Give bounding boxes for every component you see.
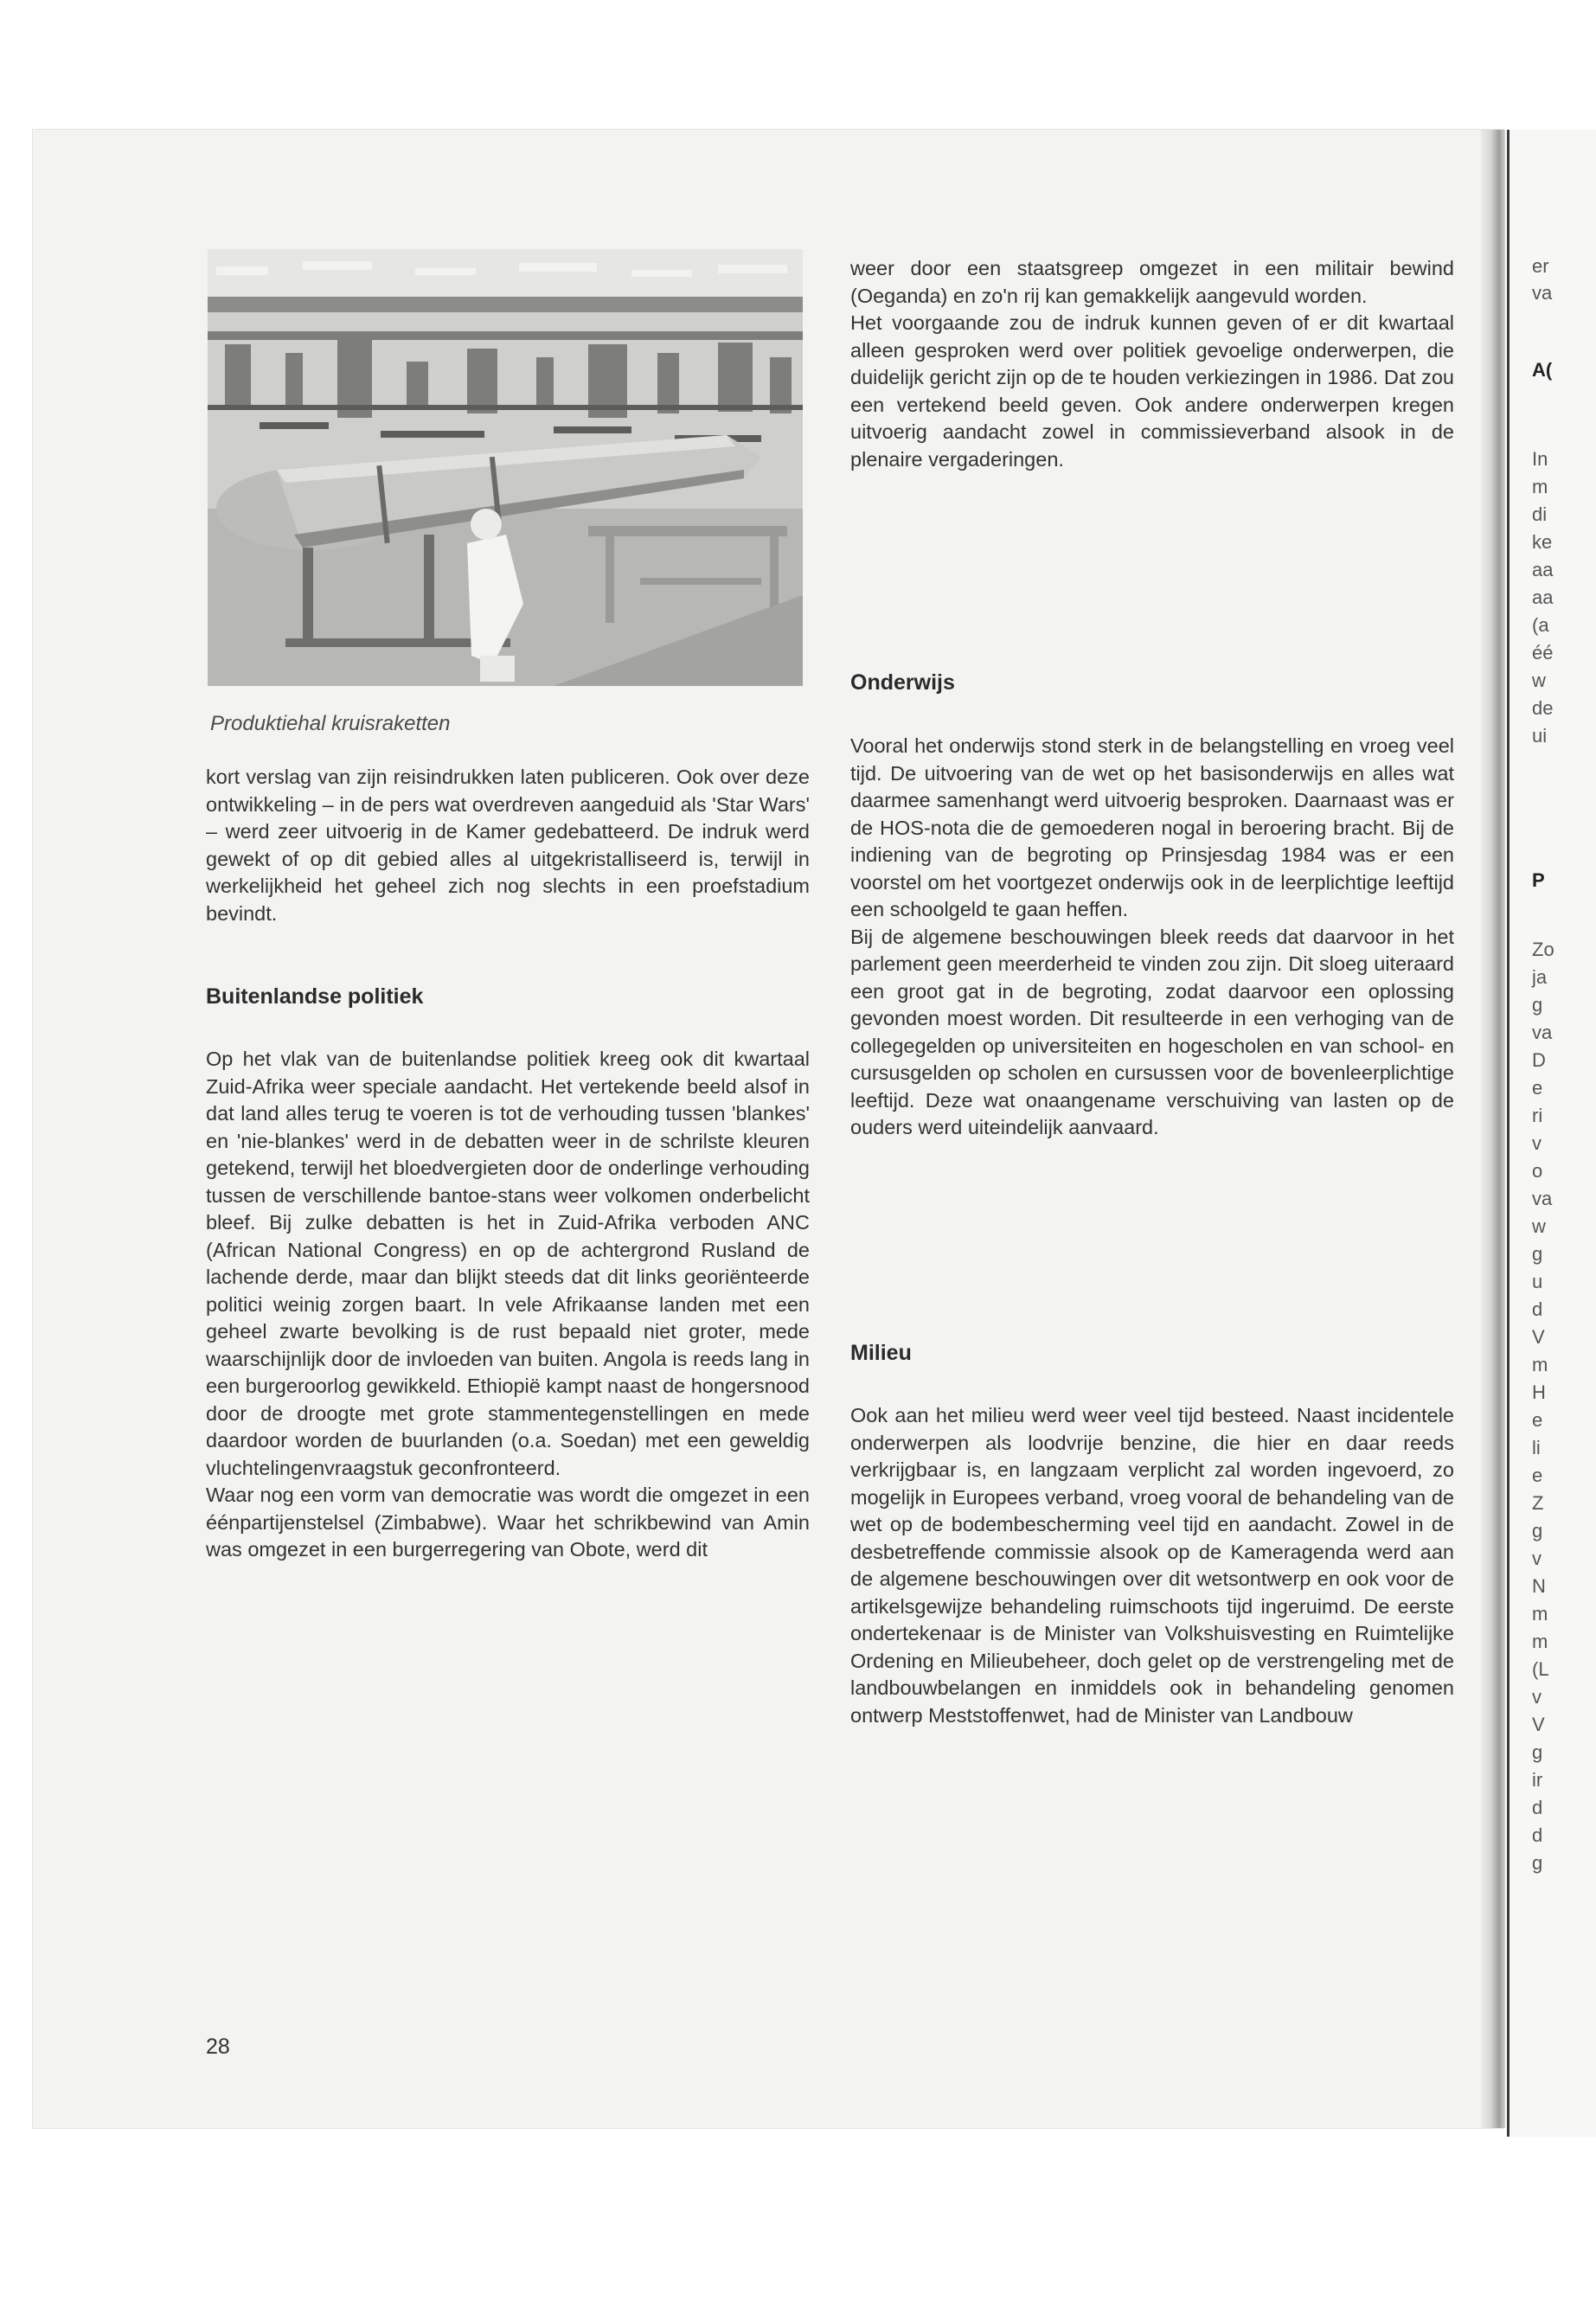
next-page-text-fragment: V: [1532, 1714, 1545, 1735]
next-page-text-fragment: di: [1532, 503, 1548, 525]
next-page-text-fragment: m: [1532, 476, 1548, 497]
right-column-milieu: [850, 1402, 1454, 1729]
next-page-text-fragment: e: [1532, 1465, 1543, 1486]
next-page-text-fragment: P: [1532, 869, 1545, 891]
next-page-text-fragment: g: [1532, 1741, 1543, 1763]
body-paragraph: Vooral het onderwijs stond sterk in de belangstelling en vroeg veel tijd. De uitvoering van de wet op het basisonderwijs en alles wat daarmee samenhangt werd uitvoerig besproken. Daarnaast was er de HOS-nota die de gemoederen nogal in beroering bracht. Bij de indiening van de begroting op Prinsjesdag 1984 was er een voorstel om het voortgezet onderwijs ook in de leerplichtige leeftijd een schoolgeld te gaan heffen.: [850, 734, 1454, 920]
body-paragraph: Waar nog een vorm van democratie was wordt die omgezet in een éénpartijenstelsel (Zimbabwe). Waar het schrikbewind van Amin was omgezet in een burgerregering van Obote, werd dit: [206, 1484, 810, 1561]
next-page-text-fragment: v: [1532, 1686, 1542, 1708]
factory-photo: [208, 249, 803, 686]
next-page-text-fragment: A(: [1532, 359, 1553, 381]
heading-buitenlandse-politiek: Buitenlandse politiek: [206, 984, 424, 1009]
right-column-onderwijs: [850, 733, 1454, 1142]
next-page-text-fragment: (a: [1532, 614, 1549, 636]
next-page-text-fragment: d: [1532, 1797, 1543, 1818]
next-page-text-fragment: ke: [1532, 531, 1553, 553]
body-paragraph: weer door een staatsgreep omgezet in een militair bewind (Oeganda) en zo'n rij kan gemakkelijk aangevuld worden.: [850, 257, 1454, 307]
body-paragraph: Ook aan het milieu werd weer veel tijd besteed. Naast incidentele onderwerpen als loodvrije benzine, die hier en daar reeds verkrijgbaar is, en langzaam verplicht zal worden ingevoerd, zo mogelijk in Europees verband, vroeg vooral de behandeling van de wet op de bodembescherming veel tijd en aandacht. Zowel in de desbetreffende commissie alsook op de Kameragenda werd aan de algemene beschouwingen over dit wetsontwerp en ook voor de artikelsgewijze behandeling ruimschoots tijd ingeruimd. De eerste ondertekenaar is de Minister van Volkshuisvesting en Ruimtelijke Ordening en Milieubeheer, doch gelet op de verstrengeling met de landbouwbelangen en inmiddels ook in behandeling genomen ontwerp Meststoffenwet, had de Minister van Landbouw: [850, 1404, 1454, 1727]
next-page-text-fragment: m: [1532, 1631, 1548, 1652]
next-page-text-fragment: g: [1532, 1243, 1543, 1265]
next-page-text-fragment: Z: [1532, 1492, 1544, 1514]
next-page-text-fragment: e: [1532, 1409, 1543, 1431]
cruise-missile-hall-image: [208, 249, 803, 686]
right-column-top: [850, 255, 1454, 473]
left-column-body: [206, 1046, 810, 1564]
next-page-text-fragment: w: [1532, 670, 1546, 691]
heading-milieu: Milieu: [850, 1341, 912, 1365]
figure-caption: Produktiehal kruisraketten: [210, 712, 451, 735]
body-paragraph: Het voorgaande zou de indruk kunnen geven of er dit kwartaal alleen gesproken werd over politiek gevoelige onderwerpen, die duidelijk gericht zijn op de te houden verkiezingen in 1986. Dat zou een vertekend beeld geven. Ook andere onderwerpen kregen uitvoerig aandacht zowel in commissieverband alsook in de plenaire vergaderingen.: [850, 311, 1454, 471]
next-page-text-fragment: o: [1532, 1160, 1543, 1182]
next-page-text-fragment: ja: [1532, 966, 1548, 988]
next-page-text-fragment: m: [1532, 1603, 1548, 1625]
next-page-text-fragment: g: [1532, 994, 1543, 1016]
next-page-text-fragment: m: [1532, 1354, 1548, 1375]
next-page-text-fragment: w: [1532, 1215, 1546, 1237]
next-page-text-fragment: ri: [1532, 1105, 1543, 1126]
next-page-text-fragment: ir: [1532, 1769, 1543, 1791]
next-page-text-fragment: va: [1532, 1022, 1553, 1043]
next-page-text-fragment: li: [1532, 1437, 1541, 1458]
next-page-text-fragment: D: [1532, 1049, 1546, 1071]
next-page-text-fragment: va: [1532, 1188, 1553, 1209]
next-page-text-fragment: e: [1532, 1077, 1543, 1099]
body-paragraph: Bij de algemene beschouwingen bleek reeds dat daarvoor in het parlement geen meerderheid te vinden zou zijn. Dit sloeg uiteraard een groot gat in de begroting, zodat daarvoor een oplossing gevonden moest worden. Dit resulteerde in een verhoging van de collegegelden op universiteiten en hogescholen en van school- en cursusgelden op scholen en cursussen voor de bovenleerplichtige leeftijd. Deze wat onaangename verschuiving van lasten op de ouders werd uiteindelijk aanvaard.: [850, 925, 1454, 1138]
next-page-edge: [1507, 130, 1596, 2137]
next-page-text-fragment: u: [1532, 1271, 1543, 1292]
next-page-text-fragment: N: [1532, 1575, 1546, 1597]
next-page-text-fragment: V: [1532, 1326, 1545, 1348]
next-page-text-fragment: v: [1532, 1548, 1542, 1569]
next-page-text-fragment: er: [1532, 255, 1549, 277]
next-page-text-fragment: In: [1532, 448, 1548, 470]
page-number: 28: [206, 2035, 230, 2059]
next-page-text-fragment: d: [1532, 1298, 1543, 1320]
next-page-text-fragment: aa: [1532, 559, 1554, 580]
next-page-text-fragment: ui: [1532, 725, 1548, 747]
next-page-text-fragment: g: [1532, 1852, 1543, 1874]
next-page-text-fragment: g: [1532, 1520, 1543, 1541]
next-page-text-fragment: v: [1532, 1132, 1542, 1154]
intro-paragraph: kort verslag van zijn reisindrukken laten publiceren. Ook over deze ontwikkeling – in de pers wat overdreven aangeduid als 'Star Wars' – werd zeer uitvoerig in de Kamer gedebatteerd. De indruk werd gewekt of op dit gebied alles al uitgekristalliseerd is, terwijl in werkelijkheid het geheel zich nog slechts in een proefstadium bevindt.: [206, 766, 810, 925]
next-page-text-fragment: H: [1532, 1381, 1546, 1403]
next-page-text-fragment: d: [1532, 1824, 1543, 1846]
next-page-text-fragment: de: [1532, 697, 1554, 719]
next-page-text-fragment: (L: [1532, 1658, 1549, 1680]
next-page-text-fragment: éé: [1532, 642, 1554, 663]
body-paragraph: Op het vlak van de buitenlandse politiek kreeg ook dit kwartaal Zuid-Afrika weer speciale aandacht. Het vertekende beeld alsof in dat land alles terug te voeren is tot de verhouding tussen 'blankes' en 'nie-blankes' werd in de debatten weer in de schrilste kleuren getekend, terwijl het bloedvergieten door de onderlinge verhouding tussen de verschillende bantoe-stans weer volkomen onderbelicht bleef. Bij zulke debatten is het in Zuid-Afrika verboden ANC (African National Congress) en op de achtergrond Rusland de lachende derde, maar dan blijkt steeds dat dit links georiënteerde politici weinig zorgen baart. In vele Afrikaanse landen met een geheel zwarte bevolking is de rust bepaald niet groter, mede waarschijnlijk door de invloeden van buiten. Angola is reeds lang in een burgeroorlog gewikkeld. Ethiopië kampt naast de hongersnood door de droogte met grote stammentegenstellingen en mede daardoor worden de buurlanden (o.a. Soedan) met een geweldig vluchtelingenvraagstuk geconfronteerd.: [206, 1048, 810, 1479]
heading-onderwijs: Onderwijs: [850, 670, 955, 695]
next-page-text-fragment: Zo: [1532, 939, 1554, 960]
page-edge: [1481, 130, 1505, 2128]
next-page-text-fragment: aa: [1532, 586, 1554, 608]
next-page-text-fragment: va: [1532, 282, 1553, 304]
left-column-intro: [206, 764, 810, 927]
